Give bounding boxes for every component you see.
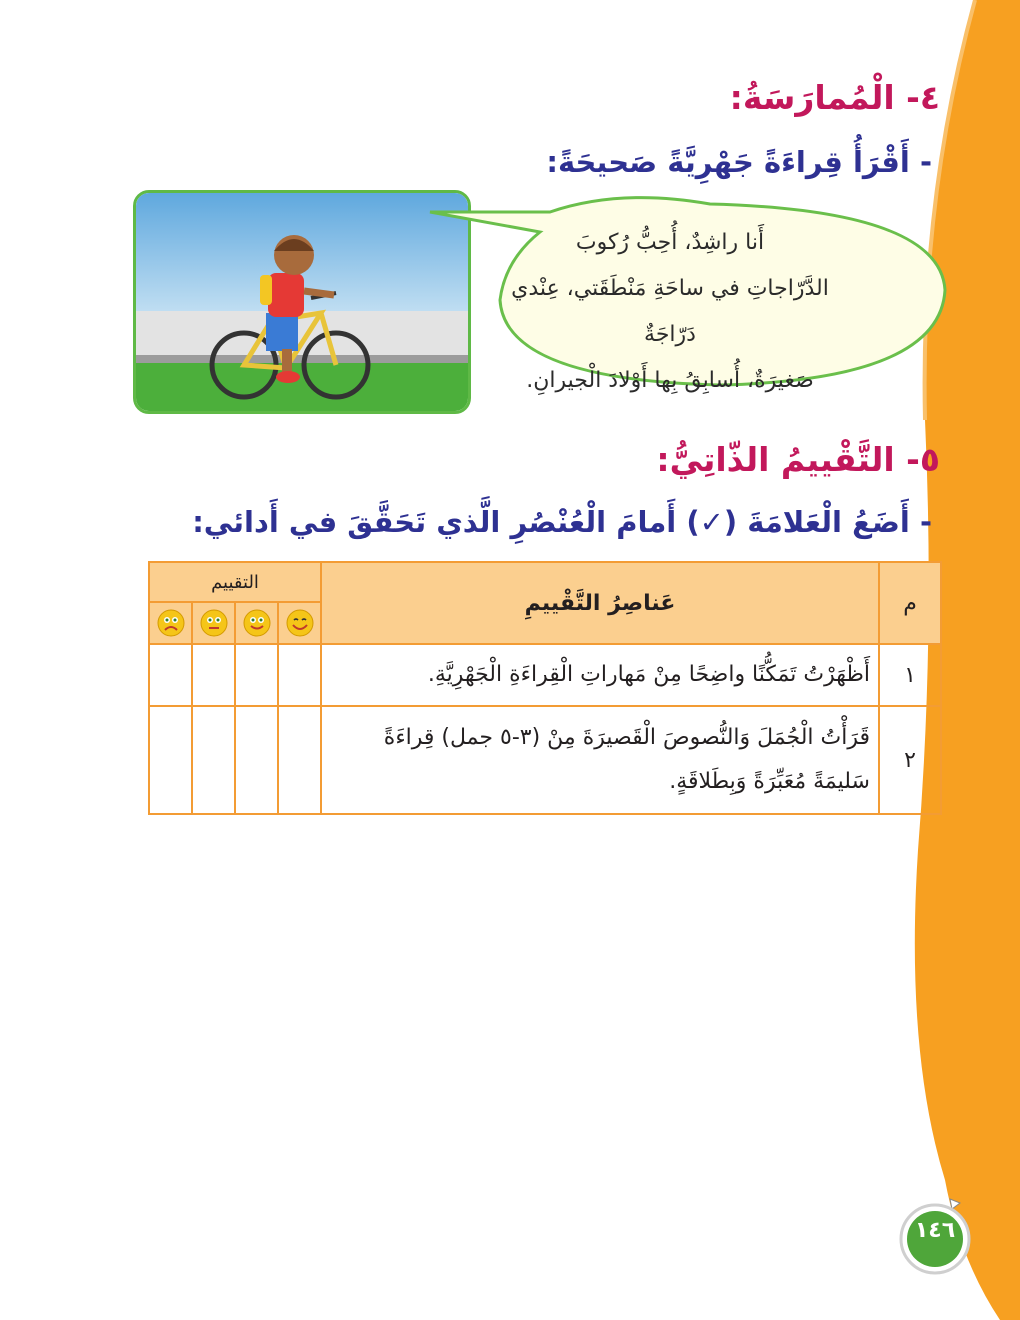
self-assessment-table: [148, 561, 942, 815]
table-row: [149, 644, 941, 706]
row-number: ١: [879, 644, 941, 706]
table-row: [149, 706, 941, 814]
row-number: ٢: [879, 706, 941, 814]
section-heading-self-assessment: ٥- التَّقْييمُ الذّاتِيُّ:: [656, 440, 940, 479]
instruction-checkmark: - أَضَعُ الْعَلامَةَ (✓) أَمامَ الْعُنْصُرِ الَّذي تَحَقَّقَ في أَدائي:: [192, 505, 932, 539]
rating-checkbox-cell[interactable]: [149, 644, 192, 706]
row-criterion-text: قَرَأْتُ الْجُمَلَ وَالنُّصوصَ الْقَصيرَةَ مِنْ (٣-٥ جمل) قِراءَةً سَليمَةً مُعَبِّرَةً وَبِطَلاقَةٍ.: [321, 706, 879, 814]
rating-checkbox-cell[interactable]: [278, 706, 321, 814]
row-criterion-text: أَظْهَرْتُ تَمَكُّنًا واضِحًا مِنْ مَهاراتِ الْقِراءَةِ الْجَهْرِيَّةِ.: [321, 644, 879, 706]
speech-line: الدَّرّاجاتِ في ساحَةِ مَنْطَقَتي، عِنْدي دَرّاجَةٌ: [511, 276, 829, 347]
rating-checkbox-cell[interactable]: [149, 706, 192, 814]
speech-line: صَغيرَةٌ، أُسابِقُ بِها أَوْلادَ الْجيرانِ.: [526, 368, 814, 393]
header-assessment-items: عَناصِرُ التَّقْييمِ: [321, 562, 879, 644]
header-rating: التقييم: [149, 562, 321, 602]
rating-checkbox-cell[interactable]: [192, 706, 235, 814]
happy-face-icon: [235, 602, 278, 644]
rating-checkbox-cell[interactable]: [235, 644, 278, 706]
page-number: ١٤٦: [914, 1218, 956, 1243]
instruction-read-aloud: - أَقْرَأُ قِراءَةً جَهْرِيَّةً صَحيحَةً:: [546, 145, 932, 179]
rating-checkbox-cell[interactable]: [192, 644, 235, 706]
speech-bubble-text: [500, 220, 840, 404]
rating-checkbox-cell[interactable]: [235, 706, 278, 814]
very-happy-face-icon: [278, 602, 321, 644]
header-number: م: [879, 562, 941, 644]
rating-checkbox-cell[interactable]: [278, 644, 321, 706]
section-heading-practice: ٤- الْمُمارَسَةُ:: [729, 78, 940, 117]
speech-line: أَنا راشِدٌ، أُحِبُّ رُكوبَ: [575, 230, 765, 255]
neutral-face-icon: [192, 602, 235, 644]
sad-face-icon: [149, 602, 192, 644]
